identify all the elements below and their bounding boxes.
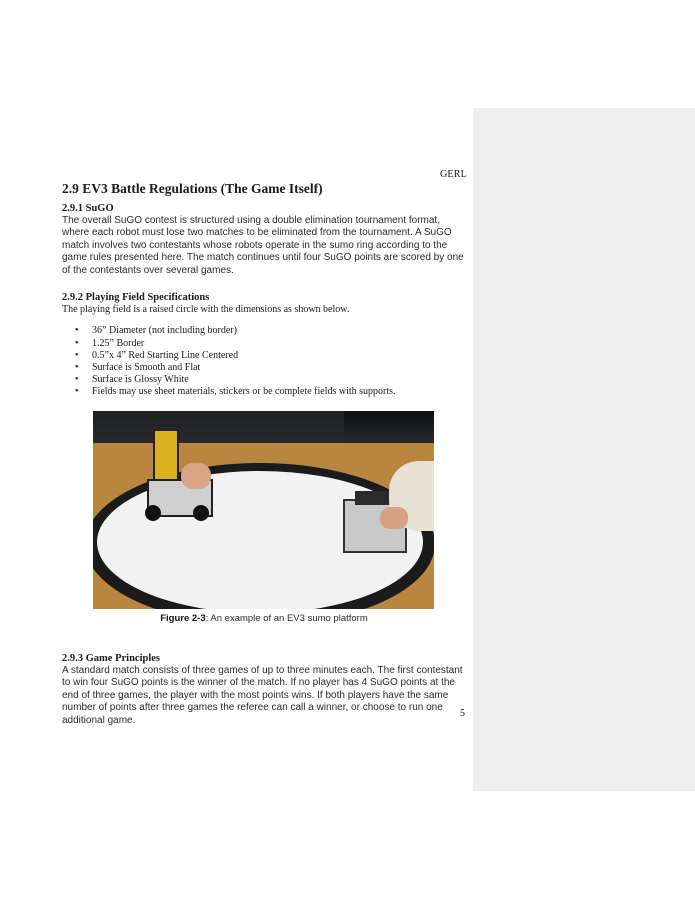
list-item: • Fields may use sheet materials, stickers or be complete fields with supports. [62,386,466,398]
section-title: 2.9 EV3 Battle Regulations (The Game Itself) [62,181,323,196]
figure-caption-text: : An example of an EV3 sumo platform [205,613,368,624]
list-item: • 36” Diameter (not including border) [62,325,466,337]
figure-label: Figure 2-3 [160,613,206,624]
field-heading: 2.9.2 Playing Field Specifications [62,292,210,304]
page-header: GERL [440,169,467,180]
principles-paragraph: A standard match consists of three games of up to three minutes each. The first contestant to win four SuGO points is the winner of the match. If no player has 4 SuGO points at the end of three games, the player with the most points wins. If both players have the same number of points after three games the referee can call a winner, or choose to run one additional game. [62,665,463,726]
page-number: 5 [460,708,465,719]
list-item: • 0.5”x 4” Red Starting Line Centered [62,350,466,362]
figure-caption [62,613,466,624]
list-item: • 1.25” Border [62,338,466,350]
list-item: • Surface is Glossy White [62,374,466,386]
principles-heading: 2.9.3 Game Principles [62,653,160,664]
sugo-heading: 2.9.1 SuGO [62,203,114,214]
field-spec-list [62,325,466,398]
sugo-paragraph: The overall SuGO contest is structured using a double elimination tournament format, where each robot must lose two matches to be eliminated from the tournament. A SuGO match involves two contestants whose robots operate in the sumo ring according to the game rules presented here. The match continues until four SuGO points are scored by one of the contestants over several games. [62,215,464,276]
field-intro: The playing field is a raised circle with the dimensions as shown below. [62,304,350,316]
list-item: • Surface is Smooth and Flat [62,362,466,374]
sumo-platform-photo [93,411,434,609]
page-content [62,181,466,727]
comment-margin-pane [473,108,695,791]
